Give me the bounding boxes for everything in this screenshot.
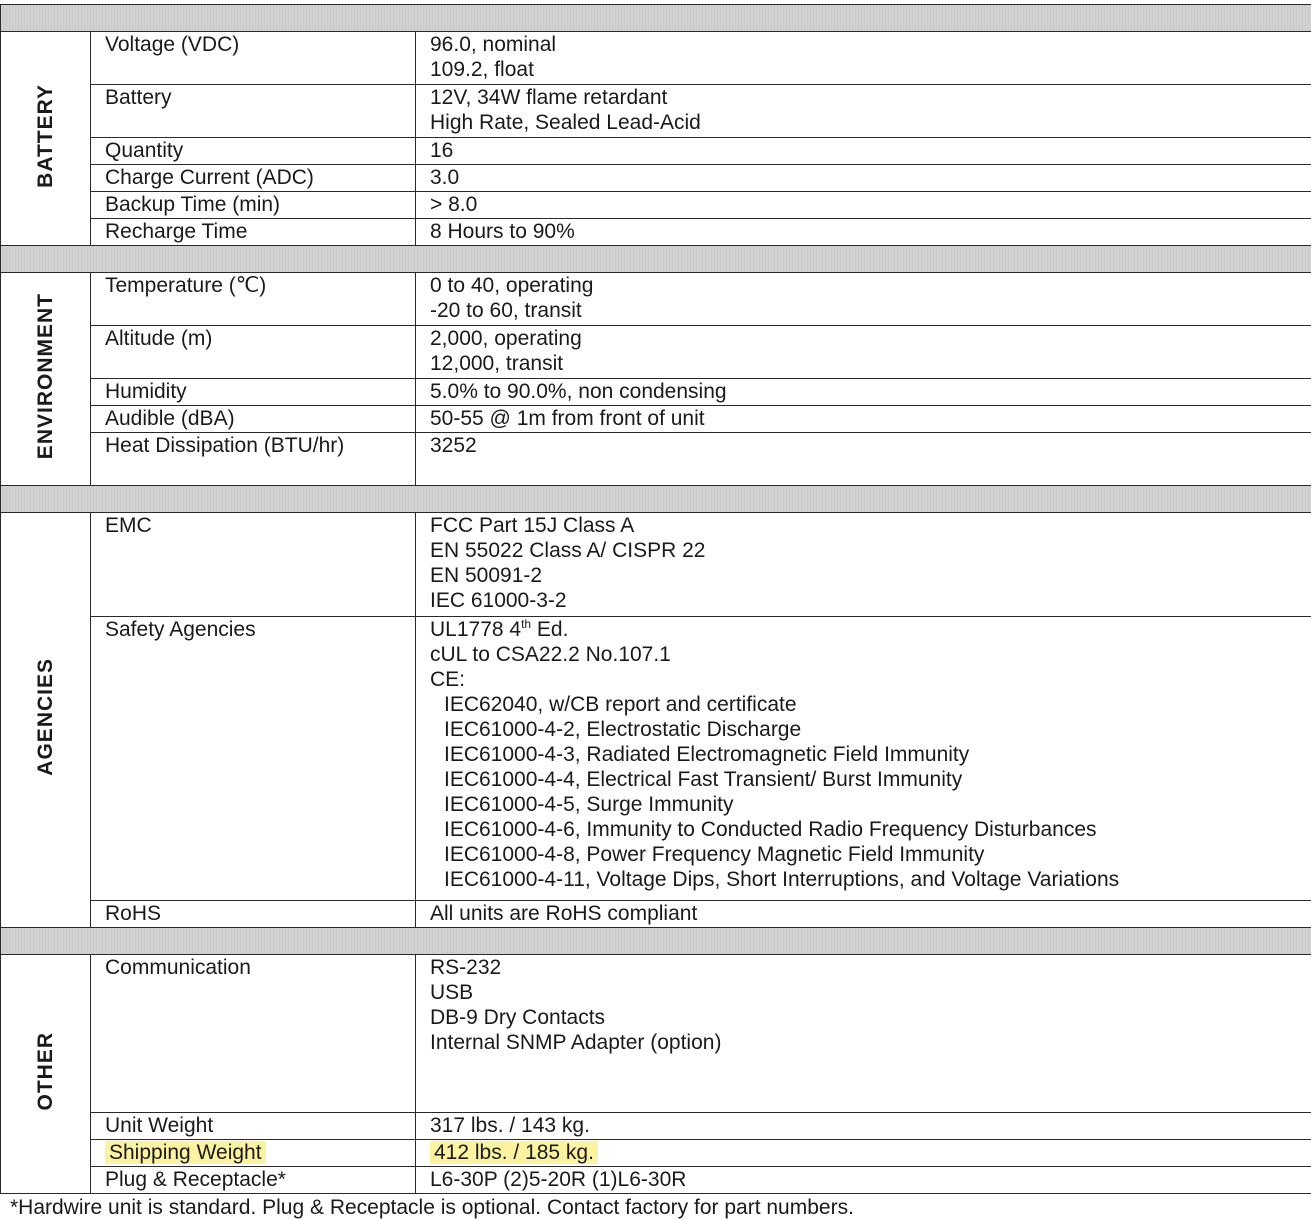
table-row [1, 1113, 1311, 1140]
table-row [1, 406, 1311, 433]
section-title: ENVIRONMENT [34, 292, 57, 460]
spec-label: Safety Agencies [91, 617, 416, 901]
table-row [1, 1140, 1311, 1167]
table-row [1, 165, 1311, 192]
table-row [1, 433, 1311, 486]
spec-label [91, 1140, 416, 1167]
spec-value: L6-30P (2)5-20R (1)L6-30R [416, 1167, 1311, 1194]
spec-label: Voltage (VDC) [91, 32, 416, 85]
table-row [1, 32, 1311, 85]
table-row [1, 1167, 1311, 1194]
section-title: BATTERY [34, 83, 57, 188]
agencies-section-header [1, 513, 91, 928]
spec-label: Temperature (℃) [91, 273, 416, 326]
section-title: AGENCIES [34, 658, 57, 776]
spec-label: Humidity [91, 379, 416, 406]
table-row [1, 219, 1311, 246]
environment-section-header [1, 273, 91, 486]
specifications-table [0, 4, 1311, 1194]
spec-label: Battery [91, 85, 416, 138]
spec-label: EMC [91, 513, 416, 617]
highlighted-value: 412 lbs. / 185 kg. [430, 1141, 598, 1164]
table-row [1, 901, 1311, 928]
spec-value: 50-55 @ 1m from front of unit [416, 406, 1311, 433]
spec-label: RoHS [91, 901, 416, 928]
spec-label: Altitude (m) [91, 326, 416, 379]
spec-value: 8 Hours to 90% [416, 219, 1311, 246]
highlighted-label: Shipping Weight [105, 1141, 266, 1164]
spec-value: RS-232 USB DB-9 Dry Contacts Internal SNMP Adapter (option) [416, 955, 1311, 1113]
spec-label: Communication [91, 955, 416, 1113]
spec-label: Recharge Time [91, 219, 416, 246]
spec-label: Unit Weight [91, 1113, 416, 1140]
section-divider [1, 486, 1311, 513]
spec-value: 0 to 40, operating -20 to 60, transit [416, 273, 1311, 326]
spec-value: 96.0, nominal 109.2, float [416, 32, 1311, 85]
spec-label: Charge Current (ADC) [91, 165, 416, 192]
table-row [1, 273, 1311, 326]
spec-value: 16 [416, 138, 1311, 165]
table-row [1, 379, 1311, 406]
spec-value: 2,000, operating 12,000, transit [416, 326, 1311, 379]
spec-value: 3.0 [416, 165, 1311, 192]
battery-section-header [1, 32, 91, 246]
spec-label: Quantity [91, 138, 416, 165]
spec-value: All units are RoHS compliant [416, 901, 1311, 928]
section-divider [1, 928, 1311, 955]
table-row [1, 192, 1311, 219]
table-row [1, 617, 1311, 901]
table-row [1, 955, 1311, 1113]
table-row [1, 85, 1311, 138]
table-row [1, 138, 1311, 165]
spec-value: > 8.0 [416, 192, 1311, 219]
table-row [1, 513, 1311, 617]
spec-value: 12V, 34W flame retardant High Rate, Sealed Lead-Acid [416, 85, 1311, 138]
spec-value: UL1778 4th Ed. cUL to CSA22.2 No.107.1 CE: IEC62040, w/CB report and certificate IEC61000-4-2, Electrostatic Discharge IEC61000-4-3, Radiated Electromagnetic Field Immunity IEC61000-4-4, Electrical Fast Transient/ Burst Immunity IEC61000-4-5, Surge Immunity IEC61000-4-6, Immunity to Conducted Radio Frequency Disturbances IEC61000-4-8, Power Frequency Magnetic Field Immunity IEC61000-4-11, Voltage Dips, Short Interruptions, and Voltage Variations [416, 617, 1311, 901]
spec-value: 3252 [416, 433, 1311, 486]
spec-label: Plug & Receptacle* [91, 1167, 416, 1194]
spec-label: Audible (dBA) [91, 406, 416, 433]
spec-value: 5.0% to 90.0%, non condensing [416, 379, 1311, 406]
spec-label: Heat Dissipation (BTU/hr) [91, 433, 416, 486]
section-divider [1, 5, 1311, 32]
table-row [1, 326, 1311, 379]
spec-label: Backup Time (min) [91, 192, 416, 219]
spec-value: FCC Part 15J Class A EN 55022 Class A/ CISPR 22 EN 50091-2 IEC 61000-3-2 [416, 513, 1311, 617]
footnote: *Hardwire unit is standard. Plug & Receptacle is optional. Contact factory for part numbers. [10, 1196, 854, 1219]
other-section-header [1, 955, 91, 1194]
section-divider [1, 246, 1311, 273]
spec-value: 317 lbs. / 143 kg. [416, 1113, 1311, 1140]
spec-value [416, 1140, 1311, 1167]
section-title: OTHER [34, 1031, 57, 1111]
